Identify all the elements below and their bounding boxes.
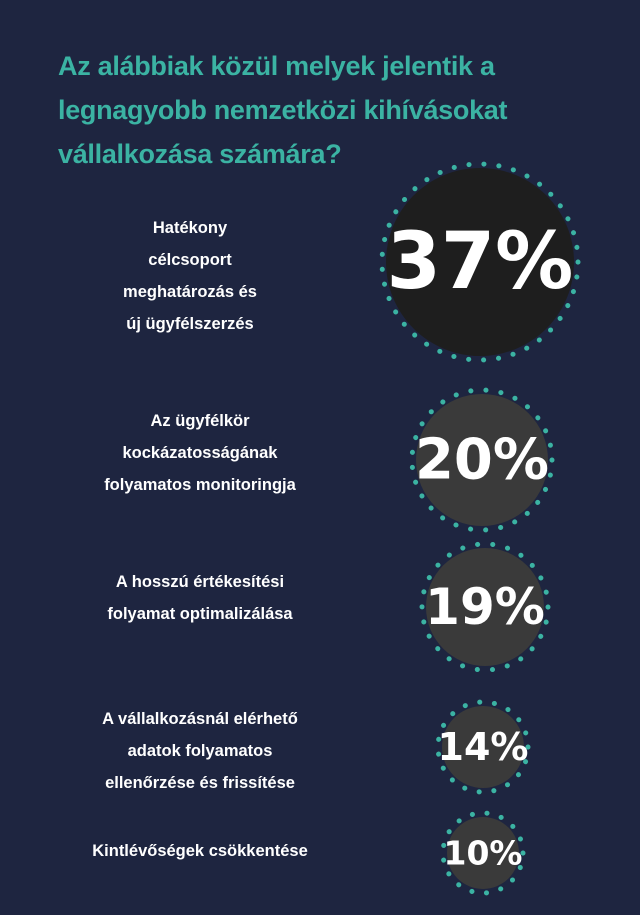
category-label-line: folyamatos monitoringja: [104, 476, 296, 494]
value-label: 20%: [414, 427, 550, 493]
category-label-line: A vállalkozásnál elérhető: [102, 710, 298, 728]
category-label-line: célcsoport: [148, 251, 232, 269]
category-label-line: meghatározás és: [123, 283, 257, 301]
category-label-line: kockázatosságának: [122, 444, 278, 462]
category-label-line: adatok folyamatos: [127, 742, 273, 760]
value-label: 14%: [437, 725, 529, 769]
category-label-line: Az ügyfélkör: [150, 412, 250, 430]
category-label-line: Hatékony: [152, 219, 228, 237]
bubble-4: [438, 702, 529, 792]
value-label: 37%: [386, 217, 574, 307]
bubble-3: [422, 544, 548, 670]
value-label: 10%: [443, 833, 523, 873]
bubble-1: [382, 164, 578, 360]
value-label: 19%: [425, 578, 545, 636]
bubble-5: [443, 813, 523, 893]
category-label-line: új ügyfélszerzés: [126, 315, 254, 333]
category-label-line: folyamat optimalizálása: [107, 605, 293, 623]
category-label-line: Kintlévőségek csökkentése: [92, 842, 308, 860]
category-label-line: A hosszú értékesítési: [115, 573, 285, 591]
category-label-line: ellenőrzése és frissítése: [105, 774, 295, 792]
bubble-2: [412, 390, 552, 530]
chart-title: Az alábbiak közül melyek jelentik a legnagyobb nemzetközi kihívásokat vállalkozása számára?: [58, 51, 508, 169]
